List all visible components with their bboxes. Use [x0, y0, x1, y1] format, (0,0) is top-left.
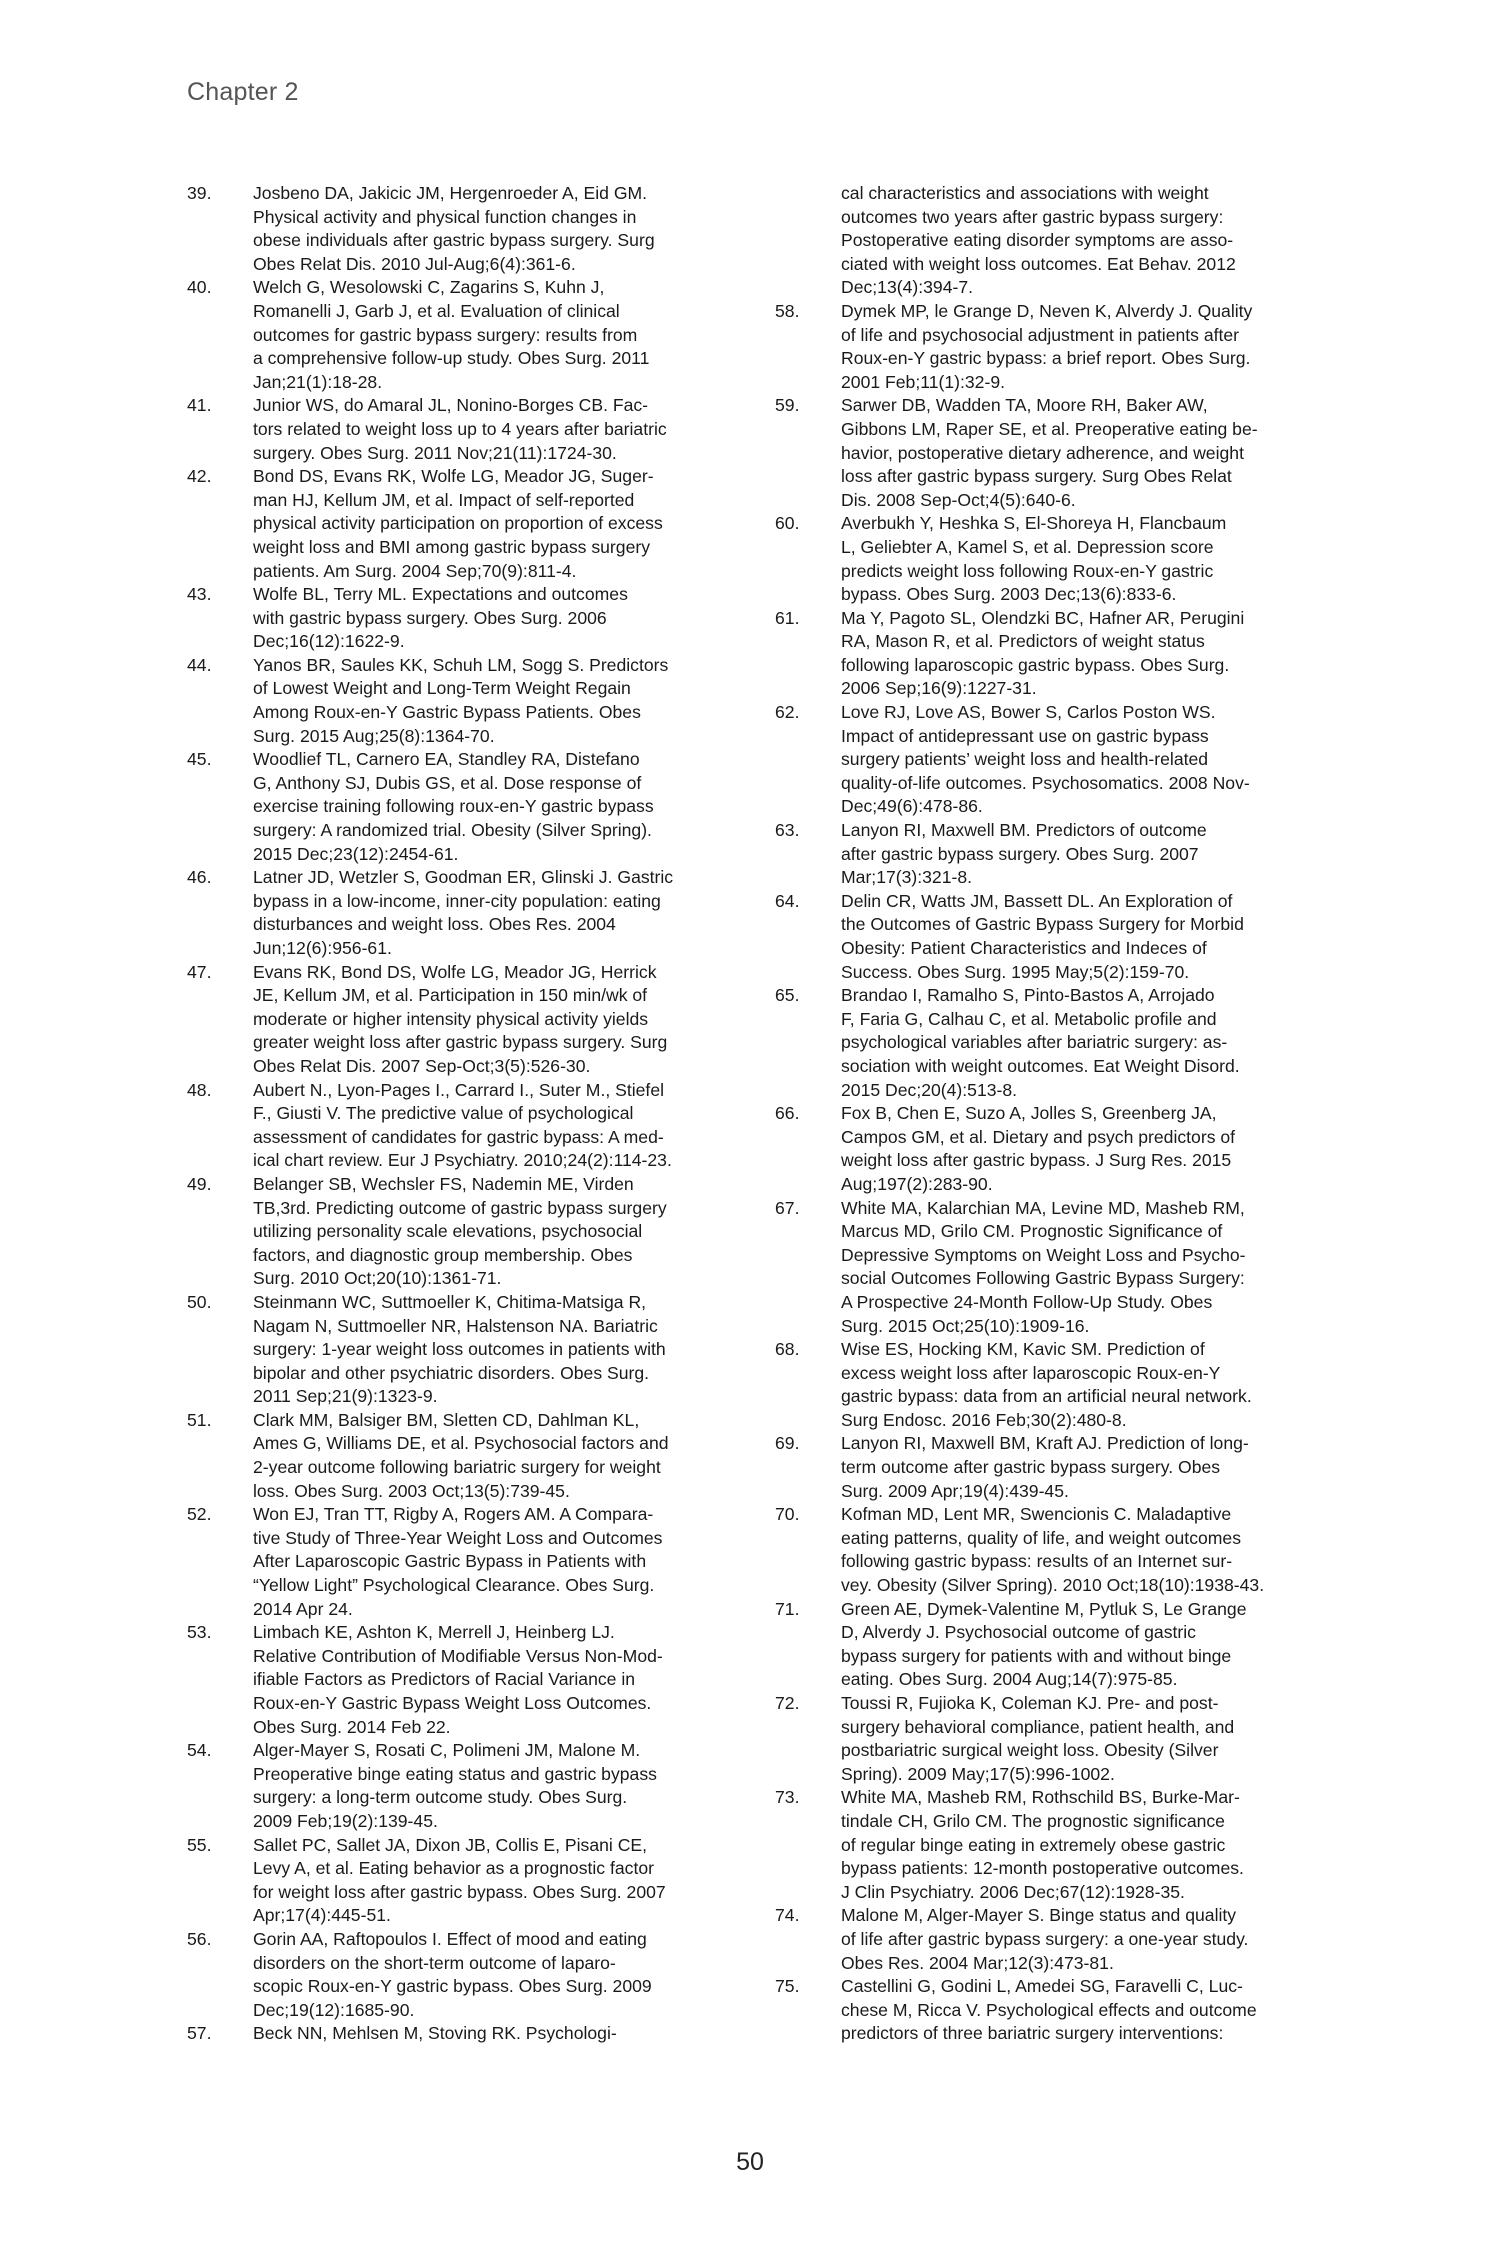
reference-text — [253, 654, 732, 748]
reference-line: Josbeno DA, Jakicic JM, Hergenroeder A, Eid GM. — [253, 183, 648, 203]
reference-item — [187, 1079, 732, 1173]
reference-item — [775, 984, 1320, 1102]
reference-number: 41. — [187, 395, 212, 416]
chapter-header: Chapter 2 — [187, 78, 299, 106]
reference-line: Sarwer DB, Wadden TA, Moore RH, Baker AW, — [841, 395, 1208, 416]
reference-line: Surg. 2015 Aug;25(8):1364-70. — [253, 725, 495, 746]
reference-text — [253, 866, 732, 960]
reference-line: of life after gastric bypass surgery: a one-year study. — [841, 1928, 1249, 1949]
reference-item — [187, 1503, 732, 1621]
reference-number: 75. — [775, 1976, 800, 1997]
reference-line: surgery. Obes Surg. 2011 Nov;21(11):1724-30. — [253, 442, 617, 463]
reference-number: 74. — [775, 1905, 800, 1926]
reference-text — [841, 182, 1320, 300]
reference-number: 62. — [775, 702, 800, 723]
reference-line: Postoperative eating disorder symptoms are asso- — [841, 230, 1234, 251]
reference-item — [187, 654, 732, 748]
reference-number: 53. — [187, 1622, 212, 1643]
reference-line: 2006 Sep;16(9):1227-31. — [841, 678, 1037, 699]
reference-line: quality-of-life outcomes. Psychosomatics. 2008 Nov- — [841, 772, 1250, 793]
reference-line: Nagam N, Suttmoeller NR, Halstenson NA. Bariatric — [253, 1315, 658, 1336]
reference-line: Delin CR, Watts JM, Bassett DL. An Exploration of — [841, 890, 1233, 911]
reference-text — [253, 1621, 732, 1739]
reference-text — [841, 1338, 1320, 1432]
reference-text — [253, 2022, 732, 2046]
reference-item — [775, 890, 1320, 984]
reference-line: Surg Endosc. 2016 Feb;30(2):480-8. — [841, 1409, 1127, 1430]
reference-number: 58. — [775, 300, 800, 321]
reference-line: of Lowest Weight and Long-Term Weight Regain — [253, 678, 631, 699]
reference-line: Averbukh Y, Heshka S, El-Shoreya H, Flancbaum — [841, 513, 1227, 534]
reference-text — [253, 394, 732, 465]
reference-line: Love RJ, Love AS, Bower S, Carlos Poston WS. — [841, 702, 1216, 723]
reference-line: Aug;197(2):283-90. — [841, 1173, 993, 1194]
reference-line: A Prospective 24-Month Follow-Up Study. Obes — [841, 1291, 1213, 1312]
reference-item — [187, 1409, 732, 1503]
reference-line: of life and psychosocial adjustment in patients after — [841, 324, 1240, 345]
reference-line: Wise ES, Hocking KM, Kavic SM. Prediction of — [841, 1339, 1205, 1360]
reference-text — [841, 1975, 1320, 2046]
reference-number: 42. — [187, 466, 212, 487]
reference-line: surgery behavioral compliance, patient health, and — [841, 1716, 1235, 1737]
reference-line: Obes Res. 2004 Mar;12(3):473-81. — [841, 1952, 1114, 1973]
reference-line: Brandao I, Ramalho S, Pinto-Bastos A, Arrojado — [841, 985, 1215, 1006]
reference-line: weight loss after gastric bypass. J Surg Res. 2015 — [841, 1150, 1232, 1171]
reference-line: physical activity participation on proportion of excess — [253, 513, 663, 534]
reference-number: 65. — [775, 985, 800, 1006]
reference-line: J Clin Psychiatry. 2006 Dec;67(12):1928-35. — [841, 1881, 1185, 1902]
reference-line: White MA, Masheb RM, Rothschild BS, Burke-Mar- — [841, 1787, 1240, 1808]
reference-line: Toussi R, Fujioka K, Coleman KJ. Pre- and post- — [841, 1693, 1219, 1713]
reference-line: following gastric bypass: results of an Internet sur- — [841, 1551, 1233, 1572]
reference-line: Welch G, Wesolowski C, Zagarins S, Kuhn J, — [253, 277, 605, 298]
reference-line: following laparoscopic gastric bypass. Obes Surg. — [841, 654, 1230, 675]
reference-text — [253, 1079, 732, 1173]
reference-line: surgery patients’ weight loss and health-related — [841, 749, 1209, 770]
reference-number: 40. — [187, 277, 212, 298]
reference-line: Limbach KE, Ashton K, Merrell J, Heinberg LJ. — [253, 1622, 615, 1643]
reference-text — [841, 300, 1320, 394]
reference-line: Lanyon RI, Maxwell BM. Predictors of outcome — [841, 820, 1207, 841]
reference-line: scopic Roux-en-Y gastric bypass. Obes Surg. 2009 — [253, 1976, 652, 1997]
reference-line: a comprehensive follow-up study. Obes Surg. 2011 — [253, 348, 650, 369]
reference-line: Obes Relat Dis. 2010 Jul-Aug;6(4):361-6. — [253, 253, 576, 274]
reference-number: 59. — [775, 395, 800, 416]
reference-line: Kofman MD, Lent MR, Swencionis C. Maladaptive — [841, 1504, 1232, 1525]
reference-number: 54. — [187, 1740, 212, 1761]
reference-number: 46. — [187, 867, 212, 888]
reference-text — [841, 1197, 1320, 1339]
reference-item — [775, 1197, 1320, 1339]
reference-line: Dec;13(4):394-7. — [841, 277, 974, 298]
reference-item — [187, 1834, 732, 1928]
reference-line: surgery: 1-year weight loss outcomes in patients with — [253, 1339, 666, 1360]
reference-line: Obes Relat Dis. 2007 Sep-Oct;3(5):526-30. — [253, 1055, 591, 1076]
reference-text — [253, 465, 732, 583]
reference-line: with gastric bypass surgery. Obes Surg. 2006 — [253, 607, 607, 628]
reference-text — [841, 1102, 1320, 1196]
reference-line: Success. Obes Surg. 1995 May;5(2):159-70. — [841, 961, 1190, 982]
reference-line: tors related to weight loss up to 4 years after bariatric — [253, 418, 667, 439]
reference-line: Jun;12(6):956-61. — [253, 938, 392, 958]
reference-number: 55. — [187, 1834, 212, 1855]
reference-number: 66. — [775, 1103, 800, 1124]
reference-line: Evans RK, Bond DS, Wolfe LG, Meador JG, Herrick — [253, 961, 657, 982]
reference-line: disorders on the short-term outcome of laparo- — [253, 1952, 616, 1973]
reference-number: 69. — [775, 1433, 800, 1454]
reference-line: Won EJ, Tran TT, Rigby A, Rogers AM. A Compara- — [253, 1504, 654, 1525]
reference-line: excess weight loss after laparoscopic Roux-en-Y — [841, 1362, 1221, 1383]
reference-line: exercise training following roux-en-Y gastric bypass — [253, 796, 654, 817]
reference-line: sociation with weight outcomes. Eat Weight Disord. — [841, 1055, 1240, 1076]
reference-number: 73. — [775, 1787, 800, 1808]
reference-item — [775, 1102, 1320, 1196]
reference-line: Alger-Mayer S, Rosati C, Polimeni JM, Malone M. — [253, 1740, 641, 1761]
reference-line: 2014 Apr 24. — [253, 1598, 353, 1619]
reference-line: “Yellow Light” Psychological Clearance. Obes Surg. — [253, 1575, 655, 1596]
reference-text — [841, 1786, 1320, 1904]
reference-text — [841, 1432, 1320, 1503]
reference-line: Jan;21(1):18-28. — [253, 371, 383, 392]
reference-text — [253, 1928, 732, 2022]
reference-item — [187, 1291, 732, 1409]
reference-line: weight loss and BMI among gastric bypass surgery — [253, 536, 651, 557]
reference-line: Physical activity and physical function changes in — [253, 206, 637, 227]
reference-line: eating patterns, quality of life, and weight outcomes — [841, 1527, 1242, 1548]
reference-line: surgery: A randomized trial. Obesity (Silver Spring). — [253, 820, 652, 841]
reference-text — [253, 182, 732, 276]
reference-line: Obesity: Patient Characteristics and Indeces of — [841, 938, 1207, 958]
reference-item — [187, 1173, 732, 1291]
reference-line: predictors of three bariatric surgery interventions: — [841, 2023, 1224, 2044]
reference-text — [841, 1692, 1320, 1786]
reference-line: Surg. 2009 Apr;19(4):439-45. — [841, 1480, 1069, 1501]
reference-text — [253, 276, 732, 394]
reference-line: ciated with weight loss outcomes. Eat Behav. 2012 — [841, 253, 1236, 274]
reference-line: Marcus MD, Grilo CM. Prognostic Significance of — [841, 1221, 1223, 1242]
reference-line: Dymek MP, le Grange D, Neven K, Alverdy J. Quality — [841, 300, 1253, 321]
reference-line: L, Geliebter A, Kamel S, et al. Depression score — [841, 536, 1214, 557]
reference-line: Dec;16(12):1622-9. — [253, 631, 405, 652]
reference-text — [841, 984, 1320, 1102]
reference-line: RA, Mason R, et al. Predictors of weight status — [841, 631, 1205, 652]
reference-line: ical chart review. Eur J Psychiatry. 2010;24(2):114-23. — [253, 1150, 672, 1171]
reference-line: Dec;49(6):478-86. — [841, 796, 983, 817]
reference-continuation — [775, 182, 1320, 300]
reference-line: Ma Y, Pagoto SL, Olendzki BC, Hafner AR, Perugini — [841, 607, 1245, 628]
reference-item — [187, 1739, 732, 1833]
reference-item — [775, 1598, 1320, 1692]
reference-line: Among Roux-en-Y Gastric Bypass Patients. Obes — [253, 702, 641, 723]
reference-line: Clark MM, Balsiger BM, Sletten CD, Dahlman KL, — [253, 1409, 640, 1430]
reference-line: of regular binge eating in extremely obese gastric — [841, 1834, 1226, 1855]
reference-number: 51. — [187, 1409, 212, 1430]
reference-line: Mar;17(3):321-8. — [841, 867, 973, 888]
reference-text — [253, 1739, 732, 1833]
reference-item — [775, 607, 1320, 701]
reference-line: havior, postoperative dietary adherence, and weight — [841, 442, 1244, 463]
reference-line: outcomes for gastric bypass surgery: results from — [253, 324, 638, 345]
reference-line: G, Anthony SJ, Dubis GS, et al. Dose response of — [253, 772, 642, 793]
reference-number: 48. — [187, 1079, 212, 1100]
reference-line: assessment of candidates for gastric bypass: A med- — [253, 1126, 664, 1147]
reference-number: 71. — [775, 1598, 800, 1619]
reference-line: Steinmann WC, Suttmoeller K, Chitima-Matsiga R, — [253, 1291, 647, 1312]
reference-text — [841, 1904, 1320, 1975]
reference-line: Obes Surg. 2014 Feb 22. — [253, 1716, 451, 1737]
reference-line: bypass. Obes Surg. 2003 Dec;13(6):833-6. — [841, 584, 1177, 605]
reference-line: Campos GM, et al. Dietary and psych predictors of — [841, 1126, 1236, 1147]
reference-line: 2-year outcome following bariatric surgery for weight — [253, 1457, 661, 1478]
reference-line: TB,3rd. Predicting outcome of gastric bypass surgery — [253, 1197, 667, 1218]
reference-item — [187, 1928, 732, 2022]
reference-number: 45. — [187, 749, 212, 770]
reference-line: F., Giusti V. The predictive value of psychological — [253, 1103, 634, 1124]
reference-text — [253, 583, 732, 654]
reference-line: man HJ, Kellum JM, et al. Impact of self-reported — [253, 489, 635, 510]
reference-line: Ames G, Williams DE, et al. Psychosocial factors and — [253, 1433, 669, 1454]
reference-line: Beck NN, Mehlsen M, Stoving RK. Psychologi- — [253, 2023, 617, 2044]
reference-item — [775, 1432, 1320, 1503]
reference-item — [775, 394, 1320, 512]
reference-line: Preoperative binge eating status and gastric bypass — [253, 1763, 657, 1784]
reference-line: Roux-en-Y gastric bypass: a brief report. Obes Surg. — [841, 348, 1251, 369]
reference-number: 72. — [775, 1693, 800, 1713]
reference-line: White MA, Kalarchian MA, Levine MD, Masheb RM, — [841, 1197, 1245, 1218]
reference-item — [775, 701, 1320, 819]
reference-line: Yanos BR, Saules KK, Schuh LM, Sogg S. Predictors — [253, 654, 669, 675]
reference-line: Dis. 2008 Sep-Oct;4(5):640-6. — [841, 489, 1076, 510]
reference-line: Spring). 2009 May;17(5):996-1002. — [841, 1763, 1115, 1784]
reference-line: factors, and diagnostic group membership. Obes — [253, 1244, 633, 1265]
reference-line: social Outcomes Following Gastric Bypass Surgery: — [841, 1268, 1245, 1289]
reference-number: 50. — [187, 1291, 212, 1312]
reference-number: 47. — [187, 961, 212, 982]
reference-line: bipolar and other psychiatric disorders. Obes Surg. — [253, 1362, 650, 1383]
reference-line: Dec;19(12):1685-90. — [253, 1999, 415, 2020]
reference-line: for weight loss after gastric bypass. Obes Surg. 2007 — [253, 1881, 666, 1902]
reference-line: Romanelli J, Garb J, et al. Evaluation of clinical — [253, 300, 620, 321]
reference-item — [187, 276, 732, 394]
reference-line: bypass in a low-income, inner-city population: eating — [253, 890, 661, 911]
reference-line: gastric bypass: data from an artificial neural network. — [841, 1386, 1252, 1407]
reference-line: 2015 Dec;20(4):513-8. — [841, 1079, 1018, 1100]
reference-line: D, Alverdy J. Psychosocial outcome of gastric — [841, 1622, 1196, 1643]
reference-line: term outcome after gastric bypass surgery. Obes — [841, 1457, 1221, 1478]
reference-text — [841, 512, 1320, 606]
reference-text — [253, 1173, 732, 1291]
reference-line: Roux-en-Y Gastric Bypass Weight Loss Outcomes. — [253, 1693, 652, 1713]
reference-text — [841, 701, 1320, 819]
reference-number: 61. — [775, 607, 800, 628]
reference-line: tive Study of Three-Year Weight Loss and Outcomes — [253, 1527, 663, 1548]
reference-line: cal characteristics and associations with weight — [841, 183, 1209, 203]
reference-line: 2011 Sep;21(9):1323-9. — [253, 1386, 438, 1407]
reference-number: 63. — [775, 820, 800, 841]
reference-line: outcomes two years after gastric bypass surgery: — [841, 206, 1224, 227]
reference-text — [841, 607, 1320, 701]
reference-item — [775, 1786, 1320, 1904]
reference-line: Apr;17(4):445-51. — [253, 1905, 391, 1926]
reference-text — [841, 1598, 1320, 1692]
reference-line: 2001 Feb;11(1):32-9. — [841, 371, 1005, 392]
reference-text — [253, 1834, 732, 1928]
reference-item — [775, 1338, 1320, 1432]
reference-item — [775, 1503, 1320, 1597]
reference-line: vey. Obesity (Silver Spring). 2010 Oct;18(10):1938-43. — [841, 1575, 1265, 1596]
reference-line: Fox B, Chen E, Suzo A, Jolles S, Greenberg JA, — [841, 1103, 1217, 1124]
reference-number: 44. — [187, 654, 212, 675]
reference-line: Relative Contribution of Modifiable Versus Non-Mod- — [253, 1645, 663, 1666]
reference-line: Wolfe BL, Terry ML. Expectations and outcomes — [253, 584, 628, 605]
reference-item — [187, 394, 732, 465]
reference-text — [253, 1409, 732, 1503]
reference-line: 2015 Dec;23(12):2454-61. — [253, 843, 459, 864]
reference-line: Lanyon RI, Maxwell BM, Kraft AJ. Prediction of long- — [841, 1433, 1249, 1454]
references-left-column — [187, 182, 732, 2046]
reference-number: 64. — [775, 890, 800, 911]
reference-line: bypass surgery for patients with and without binge — [841, 1645, 1232, 1666]
reference-line: disturbances and weight loss. Obes Res. 2004 — [253, 914, 616, 935]
reference-line: utilizing personality scale elevations, psychosocial — [253, 1221, 643, 1242]
reference-item — [775, 819, 1320, 890]
reference-number: 68. — [775, 1339, 800, 1360]
reference-line: loss after gastric bypass surgery. Surg Obes Relat — [841, 466, 1232, 487]
reference-text — [841, 890, 1320, 984]
reference-item — [187, 2022, 732, 2046]
reference-text — [253, 961, 732, 1079]
reference-line: loss. Obes Surg. 2003 Oct;13(5):739-45. — [253, 1480, 570, 1501]
reference-line: JE, Kellum JM, et al. Participation in 150 min/wk of — [253, 985, 648, 1006]
reference-text — [841, 819, 1320, 890]
reference-number: 70. — [775, 1504, 800, 1525]
reference-line: 2009 Feb;19(2):139-45. — [253, 1810, 438, 1831]
reference-item — [187, 182, 732, 276]
reference-line: ifiable Factors as Predictors of Racial Variance in — [253, 1669, 636, 1690]
reference-item — [775, 512, 1320, 606]
reference-line: eating. Obes Surg. 2004 Aug;14(7):975-85. — [841, 1669, 1178, 1690]
page-number: 50 — [736, 2148, 764, 2176]
reference-item — [187, 583, 732, 654]
reference-item — [775, 1692, 1320, 1786]
reference-line: Gibbons LM, Raper SE, et al. Preoperative eating be- — [841, 418, 1258, 439]
reference-line: Impact of antidepressant use on gastric bypass — [841, 725, 1209, 746]
reference-item — [187, 465, 732, 583]
reference-line: postbariatric surgical weight loss. Obesity (Silver — [841, 1740, 1219, 1761]
reference-line: after gastric bypass surgery. Obes Surg. 2007 — [841, 843, 1199, 864]
reference-line: Surg. 2010 Oct;20(10):1361-71. — [253, 1268, 502, 1289]
reference-item — [775, 1904, 1320, 1975]
reference-text — [253, 748, 732, 866]
reference-line: psychological variables after bariatric surgery: as- — [841, 1032, 1228, 1053]
reference-line: patients. Am Surg. 2004 Sep;70(9):811-4. — [253, 560, 577, 581]
references-right-column — [775, 182, 1320, 2046]
reference-line: surgery: a long-term outcome study. Obes Surg. — [253, 1787, 628, 1808]
reference-line: Surg. 2015 Oct;25(10):1909-16. — [841, 1315, 1090, 1336]
reference-line: Depressive Symptoms on Weight Loss and Psycho- — [841, 1244, 1246, 1265]
reference-line: predicts weight loss following Roux-en-Y gastric — [841, 560, 1214, 581]
reference-number: 52. — [187, 1504, 212, 1525]
reference-line: Woodlief TL, Carnero EA, Standley RA, Distefano — [253, 749, 640, 770]
reference-text — [841, 1503, 1320, 1597]
reference-line: Levy A, et al. Eating behavior as a prognostic factor — [253, 1858, 654, 1879]
reference-line: Belanger SB, Wechsler FS, Nademin ME, Virden — [253, 1173, 634, 1194]
reference-number: 56. — [187, 1928, 212, 1949]
reference-number: 67. — [775, 1197, 800, 1218]
reference-line: bypass patients: 12-month postoperative outcomes. — [841, 1858, 1244, 1879]
reference-text — [841, 394, 1320, 512]
reference-line: Latner JD, Wetzler S, Goodman ER, Glinski J. Gastric — [253, 867, 674, 888]
reference-line: F, Faria G, Calhau C, et al. Metabolic profile and — [841, 1008, 1217, 1029]
reference-item — [775, 300, 1320, 394]
reference-line: Bond DS, Evans RK, Wolfe LG, Meador JG, Suger- — [253, 466, 654, 487]
reference-line: Aubert N., Lyon-Pages I., Carrard I., Suter M., Stiefel — [253, 1079, 665, 1100]
reference-line: Sallet PC, Sallet JA, Dixon JB, Collis E, Pisani CE, — [253, 1834, 648, 1855]
reference-number: 39. — [187, 183, 212, 203]
reference-line: Green AE, Dymek-Valentine M, Pytluk S, Le Grange — [841, 1598, 1247, 1619]
reference-line: the Outcomes of Gastric Bypass Surgery for Morbid — [841, 914, 1244, 935]
reference-text — [253, 1503, 732, 1621]
reference-text — [253, 1291, 732, 1409]
reference-line: Gorin AA, Raftopoulos I. Effect of mood and eating — [253, 1928, 647, 1949]
reference-number: 49. — [187, 1173, 212, 1194]
reference-number: 43. — [187, 584, 212, 605]
reference-number: 60. — [775, 513, 800, 534]
reference-line: tindale CH, Grilo CM. The prognostic significance — [841, 1810, 1225, 1831]
reference-item — [187, 748, 732, 866]
reference-line: After Laparoscopic Gastric Bypass in Patients with — [253, 1551, 647, 1572]
reference-line: chese M, Ricca V. Psychological effects and outcome — [841, 1999, 1257, 2020]
reference-item — [187, 866, 732, 960]
reference-line: obese individuals after gastric bypass surgery. Surg — [253, 230, 655, 251]
reference-line: moderate or higher intensity physical activity yields — [253, 1008, 649, 1029]
reference-line: Castellini G, Godini L, Amedei SG, Faravelli C, Luc- — [841, 1976, 1243, 1997]
reference-item — [187, 1621, 732, 1739]
reference-line: Malone M, Alger-Mayer S. Binge status and quality — [841, 1905, 1237, 1926]
reference-number: 57. — [187, 2023, 212, 2044]
reference-line: greater weight loss after gastric bypass surgery. Surg — [253, 1032, 668, 1053]
reference-item — [775, 1975, 1320, 2046]
reference-item — [187, 961, 732, 1079]
reference-line: Junior WS, do Amaral JL, Nonino-Borges CB. Fac- — [253, 395, 649, 416]
